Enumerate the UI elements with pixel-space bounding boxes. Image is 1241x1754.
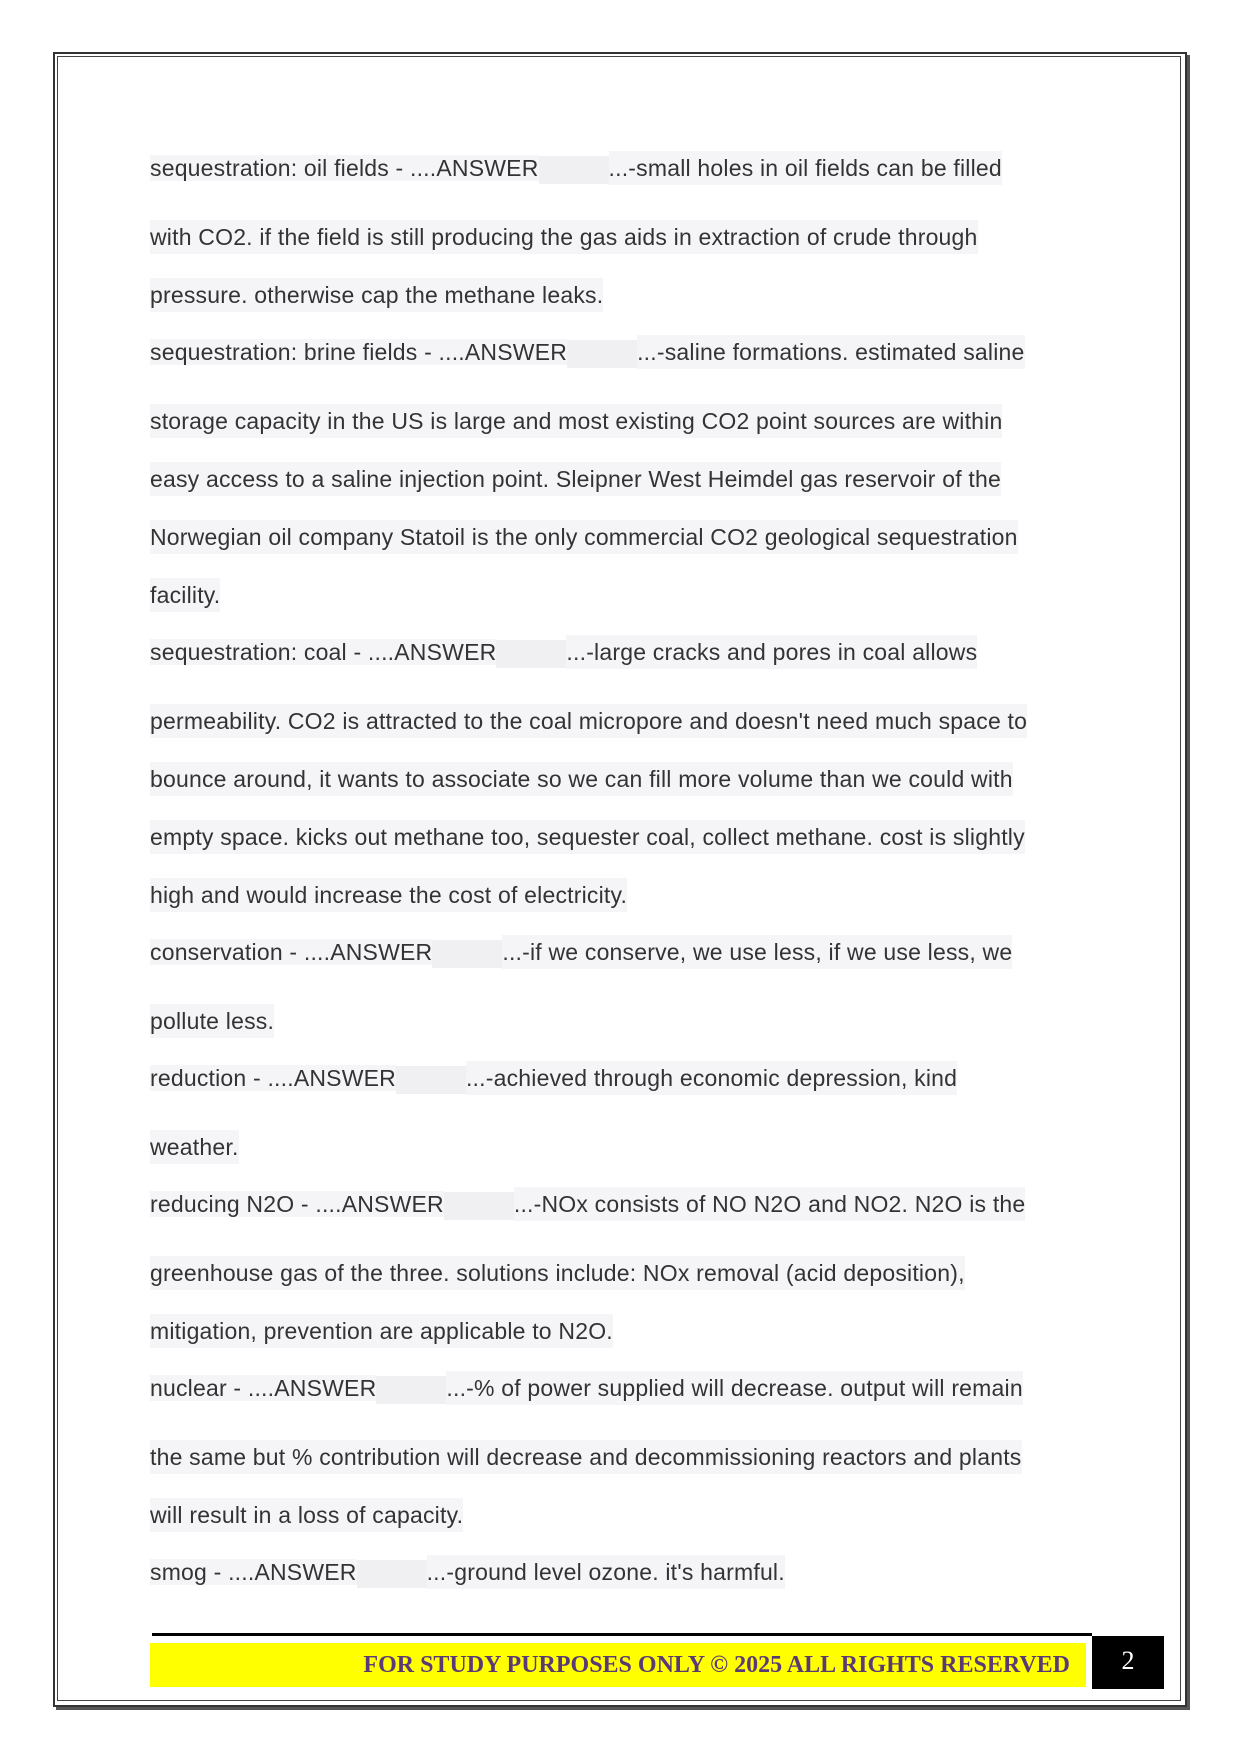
answer-text: bounce around, it wants to associate so we can fill more volume than we could with	[150, 762, 1013, 796]
question-text: reducing N2O - ....ANSWER	[150, 1191, 444, 1217]
answer-text: Norwegian oil company Statoil is the only commercial CO2 geological sequestration	[150, 520, 1018, 554]
qa-entry	[150, 146, 1090, 324]
qa-entry	[150, 1056, 1090, 1176]
answer-text: permeability. CO2 is attracted to the coal micropore and doesn't need much space to	[150, 704, 1027, 738]
answer-text: will result in a loss of capacity.	[150, 1498, 463, 1532]
answer-line	[150, 808, 1090, 866]
answer-gap	[567, 340, 637, 368]
qa-entry	[150, 1182, 1090, 1360]
answer-text: the same but % contribution will decrease and decommissioning reactors and plants	[150, 1440, 1022, 1474]
answer-text: easy access to a saline injection point. Sleipner West Heimdel gas reservoir of the	[150, 462, 1001, 496]
answer-text: pollute less.	[150, 1004, 274, 1038]
answer-line	[150, 450, 1090, 508]
answer-text: weather.	[150, 1130, 239, 1164]
answer-gap	[444, 1192, 514, 1220]
answer-text: empty space. kicks out methane too, sequester coal, collect methane. cost is slightly	[150, 820, 1025, 854]
qa-first-line	[150, 630, 1090, 692]
answer-line	[150, 750, 1090, 808]
answer-gap	[539, 156, 609, 184]
answer-line	[150, 992, 1090, 1050]
qa-first-line	[150, 1550, 1090, 1612]
answer-gap	[357, 1560, 427, 1588]
qa-entry	[150, 330, 1090, 624]
question-text: sequestration: oil fields - ....ANSWER	[150, 155, 539, 181]
answer-text: ...-saline formations. estimated saline	[637, 335, 1024, 369]
page-number: 2	[1092, 1636, 1164, 1689]
answer-text: ...-small holes in oil fields can be filled	[609, 151, 1002, 185]
qa-entry	[150, 1550, 1090, 1612]
question-text: smog - ....ANSWER	[150, 1559, 357, 1585]
answer-line	[150, 1428, 1090, 1486]
qa-first-line	[150, 1182, 1090, 1244]
answer-text: storage capacity in the US is large and most existing CO2 point sources are within	[150, 404, 1002, 438]
answer-line	[150, 392, 1090, 450]
question-text: conservation - ....ANSWER	[150, 939, 433, 965]
answer-line	[150, 266, 1090, 324]
answer-text: ...-% of power supplied will decrease. output will remain	[446, 1371, 1022, 1405]
answer-line	[150, 1302, 1090, 1360]
answer-text: ...-NOx consists of NO N2O and NO2. N2O is the	[514, 1187, 1026, 1221]
answer-gap	[432, 940, 502, 968]
answer-text: facility.	[150, 578, 220, 612]
footer-banner	[150, 1643, 1086, 1687]
qa-entry	[150, 1366, 1090, 1544]
answer-line	[150, 1486, 1090, 1544]
qa-first-line	[150, 1056, 1090, 1118]
qa-entry	[150, 630, 1090, 924]
answer-line	[150, 208, 1090, 266]
answer-text: ...-achieved through economic depression, kind	[466, 1061, 957, 1095]
question-text: sequestration: brine fields - ....ANSWER	[150, 339, 568, 365]
answer-text: mitigation, prevention are applicable to N2O.	[150, 1314, 613, 1348]
answer-line	[150, 692, 1090, 750]
answer-line	[150, 508, 1090, 566]
answer-text: pressure. otherwise cap the methane leaks.	[150, 278, 603, 312]
answer-text: with CO2. if the field is still producing the gas aids in extraction of crude through	[150, 220, 978, 254]
footer-rule	[152, 1633, 1092, 1636]
answer-gap	[376, 1376, 446, 1404]
answer-text: ...-if we conserve, we use less, if we use less, we	[502, 935, 1012, 969]
question-text: reduction - ....ANSWER	[150, 1065, 396, 1091]
answer-text: ...-ground level ozone. it's harmful.	[427, 1555, 785, 1589]
answer-line	[150, 1244, 1090, 1302]
answer-text: greenhouse gas of the three. solutions include: NOx removal (acid deposition),	[150, 1256, 965, 1290]
answer-line	[150, 566, 1090, 624]
qa-entry	[150, 930, 1090, 1050]
qa-first-line	[150, 1366, 1090, 1428]
answer-line	[150, 1118, 1090, 1176]
qa-first-line	[150, 146, 1090, 208]
question-text: sequestration: coal - ....ANSWER	[150, 639, 497, 665]
footer-copyright: FOR STUDY PURPOSES ONLY © 2025 ALL RIGHTS RESERVED	[363, 1652, 1070, 1678]
answer-text: ...-large cracks and pores in coal allows	[566, 635, 977, 669]
qa-first-line	[150, 330, 1090, 392]
answer-line	[150, 866, 1090, 924]
answer-text: high and would increase the cost of electricity.	[150, 878, 627, 912]
answer-gap	[496, 640, 566, 668]
qa-content	[150, 146, 1090, 1618]
answer-gap	[396, 1066, 466, 1094]
question-text: nuclear - ....ANSWER	[150, 1375, 377, 1401]
qa-first-line	[150, 930, 1090, 992]
